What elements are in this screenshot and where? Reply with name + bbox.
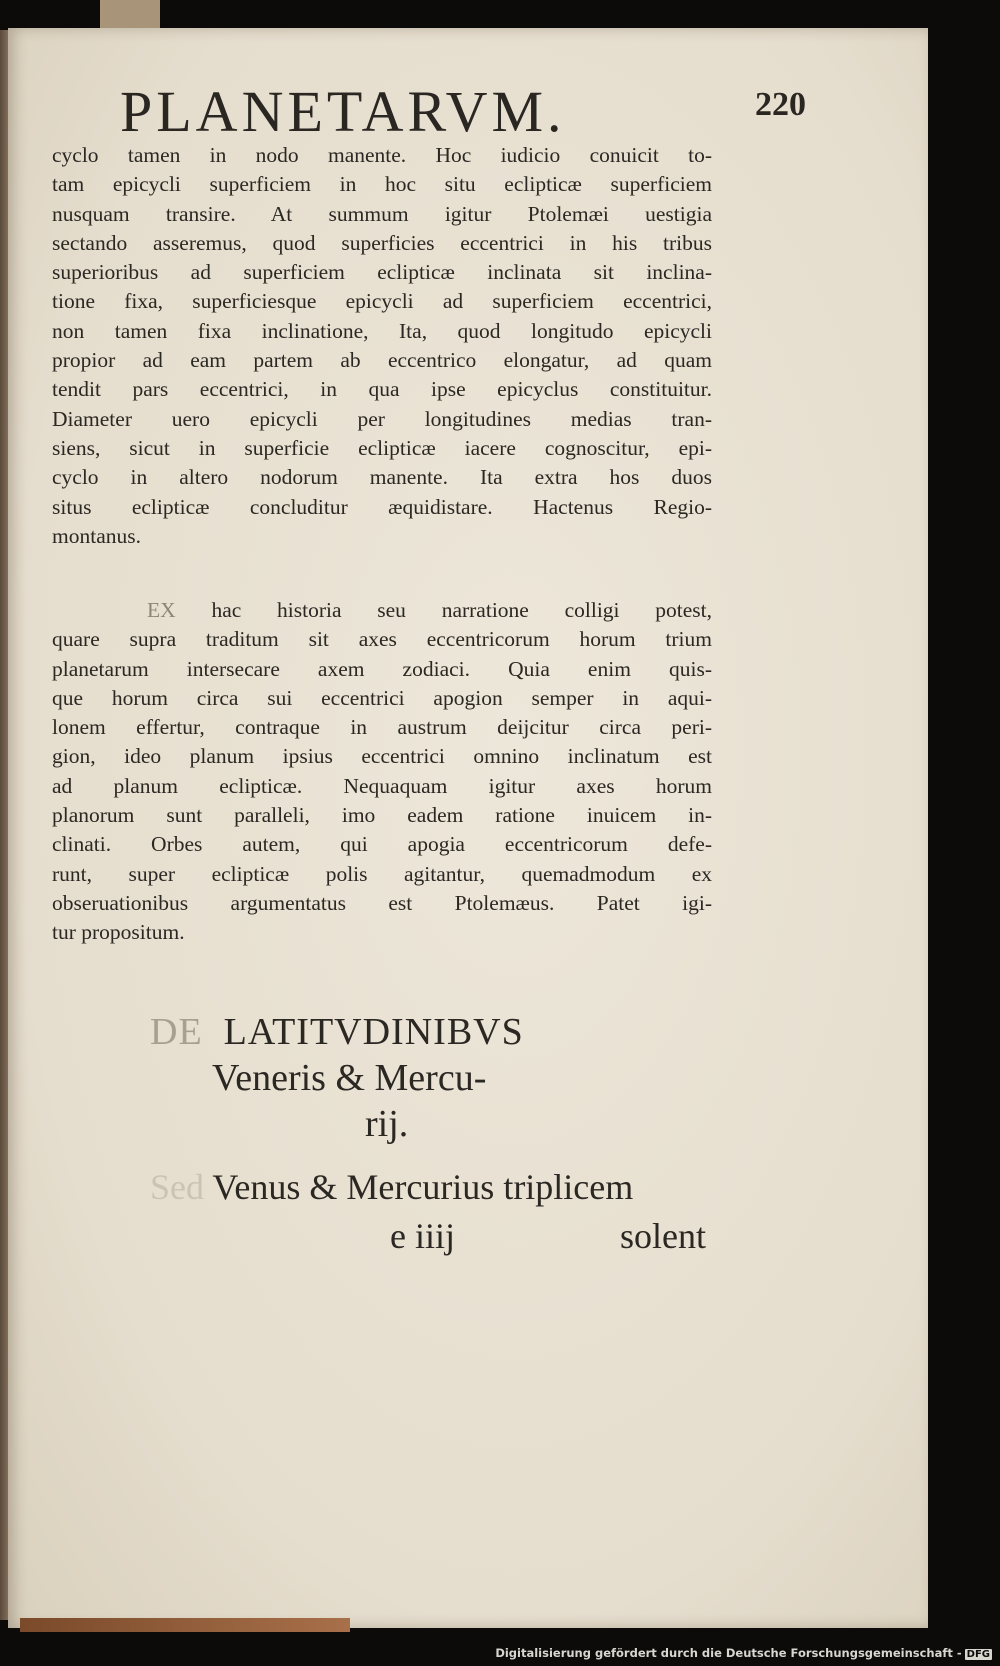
text-line: obseruationibus argumentatus est Ptolemæus. Patet igi-: [52, 890, 712, 915]
text-line: runt, super eclipticæ polis agitantur, quemadmodum ex: [52, 861, 712, 886]
text-line: tendit pars eccentrici, in qua ipse epicyclus constituitur.: [52, 377, 712, 402]
signature-mark: e iiij: [390, 1216, 455, 1256]
text-line: planorum sunt paralleli, imo eadem ratione inuicem in-: [52, 803, 712, 828]
footer-credit: [495, 1646, 992, 1660]
text-line: gion, ideo planum ipsius eccentrici omnino inclinatum est: [52, 744, 712, 769]
text-line-content: hac historia seu narratione colligi potest,: [211, 598, 713, 622]
dfg-logo: DFG: [966, 1649, 990, 1660]
binding-tab: [100, 0, 160, 30]
heading-line-3: rij.: [365, 1103, 409, 1145]
text-line: que horum circa sui eccentrici apogion semper in aqui-: [52, 685, 712, 710]
section-opening-line: [150, 1166, 710, 1208]
heading-initial: DE: [150, 1011, 203, 1053]
text-line: montanus.: [52, 523, 141, 548]
text-line: tur propositum.: [52, 920, 185, 945]
catchword: solent: [620, 1216, 706, 1256]
text-line: cyclo tamen in nodo manente. Hoc iudicio conuicit to-: [52, 143, 712, 167]
paragraph-1: [52, 141, 712, 551]
section-heading: [150, 1010, 710, 1146]
initial-letters: EX: [147, 598, 176, 622]
opening-faint-word: Sed: [150, 1167, 204, 1207]
text-line: cyclo in altero nodorum manente. Ita extra hos duos: [52, 465, 712, 490]
text-line: propior ad eam partem ab eccentrico elongatur, ad quam: [52, 348, 712, 373]
opening-text: Venus & Mercurius triplicem: [212, 1167, 634, 1207]
text-line: Diameter uero epicycli per longitudines medias tran-: [52, 406, 712, 431]
text-line: tione fixa, superficiesque epicycli ad superficiem eccentrici,: [52, 289, 712, 314]
page-bottom-edge: [20, 1618, 350, 1632]
heading-line-2: Veneris & Mercu-: [212, 1057, 487, 1099]
text-line: non tamen fixa inclinatione, Ita, quod longitudo epicycli: [52, 318, 712, 343]
credit-text: Digitalisierung gefördert durch die Deutsche Forschungsgemeinschaft -: [495, 1646, 962, 1660]
text-line: sectando asseremus, quod superficies eccentrici in his tribus: [52, 230, 712, 255]
text-line: siens, sicut in superficie eclipticæ iacere cognoscitur, epi-: [52, 435, 712, 460]
text-line: tam epicycli superficiem in hoc situ eclipticæ superficiem: [52, 172, 712, 197]
text-line: clinati. Orbes autem, qui apogia eccentricorum defe-: [52, 832, 712, 857]
text-line: [52, 596, 712, 625]
page-number: 220: [755, 86, 806, 123]
text-line: quare supra traditum sit axes eccentricorum horum trium: [52, 627, 712, 652]
heading-title: LATITVDINIBVS: [223, 1011, 524, 1053]
text-line: planetarum intersecare axem zodiaci. Quia enim quis-: [52, 656, 712, 681]
text-line: lonem effertur, contraque in austrum deijcitur circa peri-: [52, 715, 712, 740]
running-head: PLANETARVM.: [120, 79, 566, 144]
text-line: superioribus ad superficiem eclipticæ inclinata sit inclina-: [52, 260, 712, 285]
text-line: nusquam transire. At summum igitur Ptolemæi uestigia: [52, 201, 712, 226]
paragraph-2: [52, 596, 712, 948]
text-line: ad planum eclipticæ. Nequaquam igitur axes horum: [52, 773, 712, 798]
text-line: situs eclipticæ concluditur æquidistare. Hactenus Regio-: [52, 494, 712, 519]
heading-line-1: [150, 1010, 710, 1054]
